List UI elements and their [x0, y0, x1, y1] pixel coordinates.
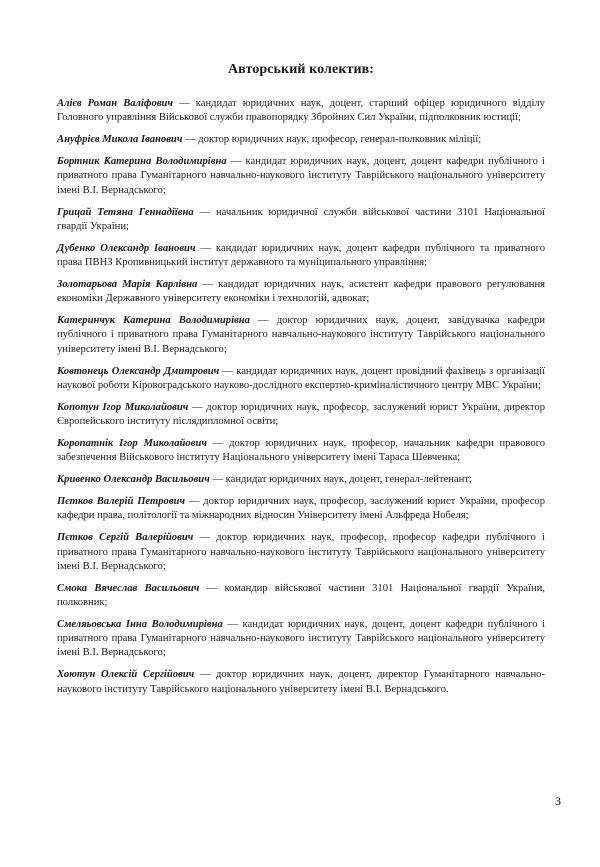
author-name: Кривенко Олександр Васильович [57, 474, 210, 486]
author-dash: — [182, 134, 199, 146]
author-dash: — [188, 401, 207, 413]
author-entry [57, 97, 545, 125]
author-name: Хоютун Олексій Сергійович [57, 669, 195, 681]
author-dash: — [226, 156, 246, 168]
author-description: кандидат юридичних наук, доцент провідний фахівець з організації наукової роботи Кіровоградського науково-дослідного експертно-криміналістичного центру МВС України; [57, 365, 546, 391]
author-entry [57, 495, 545, 523]
author-entry [57, 365, 545, 393]
author-dash: — [194, 669, 216, 681]
author-entry [57, 155, 545, 198]
page-number: 3 [555, 794, 561, 808]
author-entry [57, 401, 545, 429]
author-name: Смока Вячеслав Васильович [57, 582, 200, 594]
author-dash: — [195, 242, 216, 254]
author-description: кандидат юридичних наук, доцент, доцент кафедри публічного і приватного права Гуманітарного навчально-наукового інституту Таврійського національного університету імені В.І. Вернадського; [57, 619, 546, 659]
author-dash: — [219, 365, 237, 377]
author-name: Золотарьова Марія Карлівна [57, 279, 198, 291]
author-description: доктор юридичних наук, професор, професор кафедри публічного і приватного права Гуманітарного навчально-наукового інституту Таврійського національного університету імені В.І. Вернадського; [57, 532, 545, 572]
author-description: доктор юридичних наук, доцент, завідувачка кафедри публічного і приватного права Гуманітарного навчально-наукового інституту Таврійського національного університету імені В.І. Вернадського; [57, 315, 546, 355]
author-description: доктор юридичних наук, професор, генерал-полковник міліції; [198, 134, 482, 146]
author-description: кандидат юридичних наук, доцент, старший офіцер юридичного відділу Головного управління Військової служби правопорядку Збройних Сил України, підполковник юстиції; [57, 98, 545, 124]
author-dash: — [193, 532, 217, 544]
author-description: доктор юридичних наук, професор, начальник кафедри правового забезпечення Військового інституту Національного університету імені Тараса Шевченка; [57, 438, 546, 464]
author-name: Ковтонець Олександр Дмитрович [57, 365, 220, 377]
page-title: Авторський колектив: [227, 62, 375, 77]
author-dash: — [193, 206, 217, 218]
author-description: кандидат юридичних наук, доцент, генерал-лейтенант; [225, 474, 472, 486]
author-entry [57, 473, 545, 487]
author-dash: — [173, 98, 196, 109]
author-entry [57, 314, 545, 357]
author-dash: — [206, 438, 230, 450]
author-entry [57, 531, 545, 574]
author-name: Пєтков Сергій Валерійович [57, 532, 194, 544]
author-entry [57, 582, 545, 610]
author-name: Катеринчук Катерина Володимирівна [57, 315, 250, 327]
author-name: Пєтков Валерій Петрович [57, 496, 186, 508]
author-entry [57, 278, 545, 306]
author-dash: — [209, 474, 226, 486]
author-name: Смеляьовська Інна Володимирівна [57, 619, 223, 631]
author-description: командир військової частини 3101 Національної гвардії України, полковник; [57, 582, 545, 609]
author-name: Грицай Тетяна Геннадіївна [57, 206, 194, 218]
author-description: кандидат юридичних наук, асистент кафедри правового регулювання економіки Державного університету економіки і технологій, адвокат; [57, 279, 545, 305]
author-dash: — [222, 619, 243, 631]
author-entry [57, 133, 545, 147]
authors-list [57, 97, 545, 697]
author-description: доктор юридичних наук, професор, заслужений юрист України, директор Європейського інституту післядипломної освіти; [57, 401, 546, 428]
author-description: кандидат юридичних наук, доцент, доцент кафедри публічного і приватного права Гуманітарного навчально-наукового інституту Таврійського національного університету імені В.І. Вернадського; [57, 156, 546, 196]
author-name: Коропатнік Ігор Миколайович [57, 438, 207, 450]
author-dash: — [197, 279, 219, 291]
author-name: Ануфрієв Микола Іванович [57, 134, 183, 146]
author-description: кандидат юридичних наук, доцент кафедри публічного та приватного права ПВНЗ Кропивницький інститут державного та муніципального управління; [57, 242, 545, 269]
author-entry [57, 242, 545, 270]
author-entry [57, 206, 545, 234]
author-entry [57, 668, 545, 696]
author-dash: — [249, 315, 277, 327]
author-description: начальник юридичної служби військової частини 3101 Національної гвардії України; [57, 206, 545, 232]
author-name: Бортник Катерина Володимирівна [57, 156, 227, 168]
author-entry [57, 437, 545, 465]
author-name: Алієв Роман Валіфович [57, 98, 173, 109]
author-entry [57, 618, 545, 661]
author-name: Копотун Ігор Миколайович [57, 401, 189, 413]
author-name: Дубенко Олександр Іванович [57, 242, 196, 254]
author-description: доктор юридичних наук, доцент, директор Гуманітарного навчально-наукового інституту Таврійського національного університету імені В.І. Вернадського. [57, 669, 545, 695]
author-dash: — [199, 582, 225, 594]
author-description: доктор юридичних наук, професор, заслужений юрист України, професор кафедри права, політології та міжнародних відносин Університету імені Альфреда Нобеля; [57, 496, 545, 522]
author-dash: — [185, 496, 204, 508]
